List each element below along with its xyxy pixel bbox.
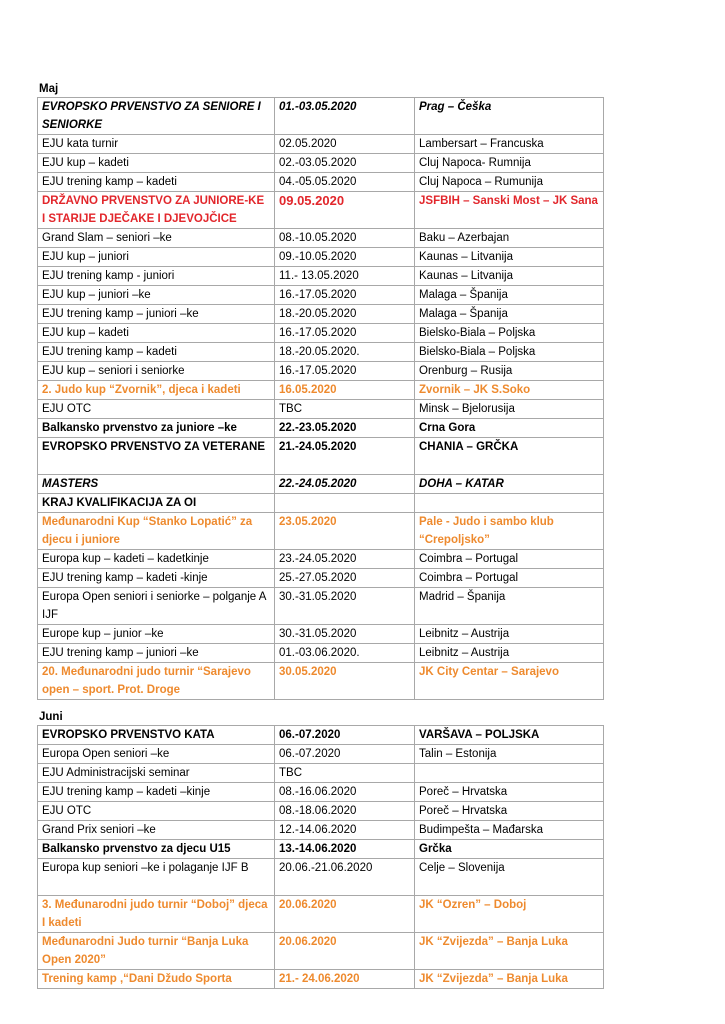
- may-section: [37, 82, 603, 700]
- location-cell: Lambersart – Francuska: [415, 135, 604, 154]
- table-row: [38, 970, 604, 989]
- location-cell: Pale - Judo i sambo klub “Crepoljsko”: [415, 513, 604, 550]
- table-row: [38, 663, 604, 700]
- may-heading: Maj: [39, 83, 59, 95]
- location-cell: Talin – Estonija: [415, 745, 604, 764]
- event-cell: Međunarodni Kup “Stanko Lopatić” za djecu i juniore: [38, 513, 275, 550]
- location-cell: Zvornik – JK S.Soko: [415, 381, 604, 400]
- table-row: [38, 859, 604, 896]
- location-cell: Malaga – Španija: [415, 286, 604, 305]
- location-cell: Kaunas – Litvanija: [415, 267, 604, 286]
- table-row: [38, 764, 604, 783]
- table-row: [38, 362, 604, 381]
- event-cell: Grand Slam – seniori –ke: [38, 229, 275, 248]
- location-cell: JSFBIH – Sanski Most – JK Sana: [415, 192, 604, 229]
- table-row: [38, 933, 604, 970]
- date-cell: 13.-14.06.2020: [275, 840, 415, 859]
- date-cell: 20.06.-21.06.2020: [275, 859, 415, 896]
- table-row: [38, 229, 604, 248]
- event-cell: Europa kup seniori –ke i polaganje IJF B: [38, 859, 275, 896]
- date-cell: 16.-17.05.2020: [275, 324, 415, 343]
- table-row: [38, 745, 604, 764]
- table-row: [38, 625, 604, 644]
- event-cell: Međunarodni Judo turnir “Banja Luka Open 2020”: [38, 933, 275, 970]
- location-cell: VARŠAVA – POLJSKA: [415, 726, 604, 745]
- event-cell: EVROPSKO PRVENSTVO KATA: [38, 726, 275, 745]
- event-cell: Europe kup – junior –ke: [38, 625, 275, 644]
- date-cell: 20.06.2020: [275, 933, 415, 970]
- event-cell: EJU OTC: [38, 802, 275, 821]
- date-cell: 16.-17.05.2020: [275, 362, 415, 381]
- table-row: [38, 513, 604, 550]
- event-cell: EJU trening kamp – juniori –ke: [38, 305, 275, 324]
- table-row: [38, 569, 604, 588]
- event-cell: EVROPSKO PRVENSTVO ZA VETERANE: [38, 438, 275, 475]
- table-row: [38, 154, 604, 173]
- event-cell: EVROPSKO PRVENSTVO ZA SENIORE I SENIORKE: [38, 98, 275, 135]
- location-cell: Coimbra – Portugal: [415, 569, 604, 588]
- event-cell: EJU trening kamp - juniori: [38, 267, 275, 286]
- date-cell: 11.- 13.05.2020: [275, 267, 415, 286]
- location-cell: Prag – Češka: [415, 98, 604, 135]
- event-cell: Trening kamp ,“Dani Džudo Sporta: [38, 970, 275, 989]
- table-row: [38, 324, 604, 343]
- table-row: [38, 135, 604, 154]
- event-cell: Balkansko prvenstvo za juniore –ke: [38, 419, 275, 438]
- event-cell: EJU OTC: [38, 400, 275, 419]
- date-cell: 02.05.2020: [275, 135, 415, 154]
- location-cell: Celje – Slovenija: [415, 859, 604, 896]
- table-row: [38, 821, 604, 840]
- location-cell: Grčka: [415, 840, 604, 859]
- location-cell: DOHA – KATAR: [415, 475, 604, 494]
- date-cell: 23.05.2020: [275, 513, 415, 550]
- june-heading: Juni: [39, 711, 63, 723]
- location-cell: JK “Zvijezda” – Banja Luka: [415, 970, 604, 989]
- table-row: [38, 267, 604, 286]
- location-cell: Bielsko-Biala – Poljska: [415, 343, 604, 362]
- event-cell: Grand Prix seniori –ke: [38, 821, 275, 840]
- location-cell: JK City Centar – Sarajevo: [415, 663, 604, 700]
- location-cell: Orenburg – Rusija: [415, 362, 604, 381]
- location-cell: Madrid – Španija: [415, 588, 604, 625]
- event-cell: EJU trening kamp – kadeti: [38, 173, 275, 192]
- event-cell: Europa Open seniori –ke: [38, 745, 275, 764]
- event-cell: KRAJ KVALIFIKACIJA ZA OI: [38, 494, 275, 513]
- table-row: [38, 343, 604, 362]
- date-cell: 08.-16.06.2020: [275, 783, 415, 802]
- table-row: [38, 419, 604, 438]
- date-cell: 21.-24.05.2020: [275, 438, 415, 475]
- date-cell: 01.-03.05.2020: [275, 98, 415, 135]
- table-row: [38, 494, 604, 513]
- event-cell: EJU kup – juniori: [38, 248, 275, 267]
- location-cell: Bielsko-Biala – Poljska: [415, 324, 604, 343]
- date-cell: 16.-17.05.2020: [275, 286, 415, 305]
- table-row: [38, 173, 604, 192]
- date-cell: 09.-10.05.2020: [275, 248, 415, 267]
- june-table: [37, 725, 604, 989]
- date-cell: 04.-05.05.2020: [275, 173, 415, 192]
- location-cell: JK “Zvijezda” – Banja Luka: [415, 933, 604, 970]
- event-cell: Europa Open seniori i seniorke – polganje A IJF: [38, 588, 275, 625]
- event-cell: EJU kup – juniori –ke: [38, 286, 275, 305]
- table-row: [38, 248, 604, 267]
- location-cell: Leibnitz – Austrija: [415, 644, 604, 663]
- location-cell: CHANIA – GRČKA: [415, 438, 604, 475]
- table-row: [38, 400, 604, 419]
- event-cell: EJU kup – seniori i seniorke: [38, 362, 275, 381]
- location-cell: Poreč – Hrvatska: [415, 802, 604, 821]
- date-cell: 08.-10.05.2020: [275, 229, 415, 248]
- location-cell: Cluj Napoca- Rumnija: [415, 154, 604, 173]
- date-cell: 16.05.2020: [275, 381, 415, 400]
- event-cell: EJU trening kamp – juniori –ke: [38, 644, 275, 663]
- location-cell: Budimpešta – Mađarska: [415, 821, 604, 840]
- date-cell: 25.-27.05.2020: [275, 569, 415, 588]
- date-cell: 18.-20.05.2020: [275, 305, 415, 324]
- date-cell: 30.-31.05.2020: [275, 625, 415, 644]
- date-cell: 22.-24.05.2020: [275, 475, 415, 494]
- table-row: [38, 381, 604, 400]
- table-row: [38, 192, 604, 229]
- date-cell: 06.-07.2020: [275, 726, 415, 745]
- location-cell: [415, 494, 604, 513]
- date-cell: 08.-18.06.2020: [275, 802, 415, 821]
- location-cell: Crna Gora: [415, 419, 604, 438]
- table-row: [38, 588, 604, 625]
- date-cell: 06.-07.2020: [275, 745, 415, 764]
- event-cell: EJU trening kamp – kadeti: [38, 343, 275, 362]
- event-cell: EJU kup – kadeti: [38, 324, 275, 343]
- location-cell: JK “Ozren” – Doboj: [415, 896, 604, 933]
- event-cell: 20. Međunarodni judo turnir “Sarajevo open – sport. Prot. Droge: [38, 663, 275, 700]
- table-row: [38, 438, 604, 475]
- date-cell: TBC: [275, 400, 415, 419]
- june-section: [37, 710, 603, 989]
- date-cell: 30.-31.05.2020: [275, 588, 415, 625]
- event-cell: EJU kup – kadeti: [38, 154, 275, 173]
- table-row: [38, 644, 604, 663]
- location-cell: Baku – Azerbajan: [415, 229, 604, 248]
- may-table: [37, 97, 604, 700]
- table-row: [38, 305, 604, 324]
- table-row: [38, 840, 604, 859]
- location-cell: [415, 764, 604, 783]
- location-cell: Poreč – Hrvatska: [415, 783, 604, 802]
- date-cell: 02.-03.05.2020: [275, 154, 415, 173]
- date-cell: 30.05.2020: [275, 663, 415, 700]
- date-cell: 21.- 24.06.2020: [275, 970, 415, 989]
- event-cell: DRŽAVNO PRVENSTVO ZA JUNIORE-KE I STARIJE DJEČAKE I DJEVOJČICE: [38, 192, 275, 229]
- date-cell: 09.05.2020: [275, 192, 415, 229]
- table-row: [38, 475, 604, 494]
- date-cell: 20.06.2020: [275, 896, 415, 933]
- event-cell: EJU kata turnir: [38, 135, 275, 154]
- date-cell: 01.-03.06.2020.: [275, 644, 415, 663]
- table-row: [38, 783, 604, 802]
- location-cell: Kaunas – Litvanija: [415, 248, 604, 267]
- table-row: [38, 896, 604, 933]
- location-cell: Coimbra – Portugal: [415, 550, 604, 569]
- event-cell: MASTERS: [38, 475, 275, 494]
- event-cell: EJU Administracijski seminar: [38, 764, 275, 783]
- event-cell: 3. Međunarodni judo turnir “Doboj” djeca I kadeti: [38, 896, 275, 933]
- table-row: [38, 286, 604, 305]
- date-cell: TBC: [275, 764, 415, 783]
- event-cell: Balkansko prvenstvo za djecu U15: [38, 840, 275, 859]
- event-cell: 2. Judo kup “Zvornik”, djeca i kadeti: [38, 381, 275, 400]
- event-cell: Europa kup – kadeti – kadetkinje: [38, 550, 275, 569]
- date-cell: 18.-20.05.2020.: [275, 343, 415, 362]
- location-cell: Malaga – Španija: [415, 305, 604, 324]
- table-row: [38, 802, 604, 821]
- table-row: [38, 726, 604, 745]
- location-cell: Leibnitz – Austrija: [415, 625, 604, 644]
- table-row: [38, 550, 604, 569]
- date-cell: 12.-14.06.2020: [275, 821, 415, 840]
- table-row: [38, 98, 604, 135]
- event-cell: EJU trening kamp – kadeti -kinje: [38, 569, 275, 588]
- event-cell: EJU trening kamp – kadeti –kinje: [38, 783, 275, 802]
- date-cell: 22.-23.05.2020: [275, 419, 415, 438]
- date-cell: [275, 494, 415, 513]
- date-cell: 23.-24.05.2020: [275, 550, 415, 569]
- location-cell: Minsk – Bjelorusija: [415, 400, 604, 419]
- location-cell: Cluj Napoca – Rumunija: [415, 173, 604, 192]
